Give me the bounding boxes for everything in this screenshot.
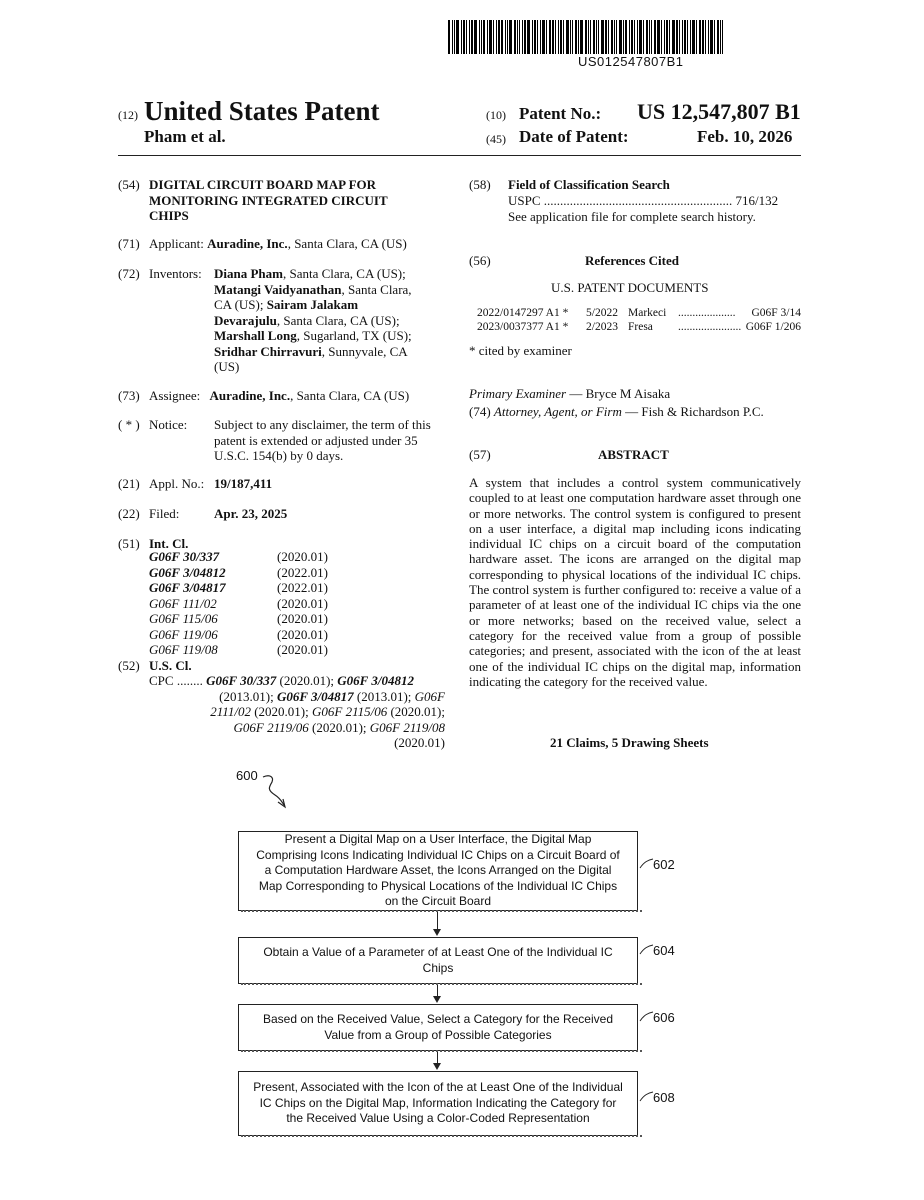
barcode-bar [687, 20, 688, 54]
inventor-name: Devarajulu [214, 312, 277, 328]
cpc-prefix: CPC ........ [149, 673, 203, 688]
code-58: (58) [469, 177, 491, 192]
cpc-code: G06F 2119/06 [233, 719, 309, 735]
title-line: CHIPS [149, 208, 189, 223]
barcode-bar [489, 20, 492, 54]
barcode-bar [629, 20, 630, 54]
reference-name: Markeci [628, 307, 667, 319]
barcode-bar [596, 20, 597, 54]
barcode-bar [676, 20, 678, 54]
inventor-name: Marshall Long [214, 328, 297, 343]
cpc-code: G06F 2115/06 [311, 704, 388, 719]
reference-number: 2023/0037377 A1 * [477, 321, 569, 333]
applicant [149, 236, 407, 252]
title-line: MONITORING INTEGRATED CIRCUIT [149, 192, 388, 208]
cpc-code: G06F [414, 688, 445, 704]
barcode-bar [496, 20, 497, 54]
barcode-bar [657, 20, 660, 54]
notice-line: U.S.C. 154(b) by 0 days. [214, 448, 344, 463]
barcode-bar [699, 20, 701, 54]
barcode-bar [679, 20, 680, 54]
int-cl-version: (2022.01) [277, 580, 328, 595]
code-57: (57) [469, 447, 491, 462]
barcode-bar [625, 20, 627, 54]
barcode-bar [661, 20, 662, 54]
notice-text [214, 417, 446, 464]
code-74: (74) [469, 404, 491, 419]
barcode-bar [684, 20, 686, 54]
reference-dots: .................... [678, 307, 736, 319]
flow-box-text: Obtain a Value of a Parameter of at Least One of the Individual IC Chips [263, 945, 613, 975]
cpc-version: (2020.01); [276, 673, 338, 688]
attorney [469, 404, 764, 420]
barcode-bar [558, 20, 559, 54]
barcode-bar [474, 20, 477, 54]
barcode-bar [534, 20, 536, 54]
barcode-bar [682, 20, 683, 54]
barcode-bar [702, 20, 704, 54]
barcode-bar [616, 20, 617, 54]
barcode-bar [705, 20, 706, 54]
barcode-bar [614, 20, 615, 54]
barcode-bar [601, 20, 604, 54]
assignee-location: , Santa Clara, CA (US) [290, 388, 410, 403]
us-cl-label: U.S. Cl. [149, 658, 192, 673]
applicant-location: , Santa Clara, CA (US) [287, 236, 407, 251]
claims-summary: 21 Claims, 5 Drawing Sheets [550, 735, 709, 750]
int-cl-row [149, 596, 328, 612]
notice-line: Subject to any disclaimer, the term of this [214, 417, 431, 432]
int-cl-row [149, 549, 328, 565]
barcode-bar [555, 20, 556, 54]
barcode-bar [448, 20, 450, 54]
cpc-block [149, 673, 445, 751]
cpc-code: G06F 30/337 [206, 673, 277, 688]
cpc-version: (2020.01) [394, 735, 445, 750]
barcode-bar [524, 20, 526, 54]
figure-ref-602: 602 [653, 857, 675, 872]
barcode-bar [585, 20, 587, 54]
barcode-bar [546, 20, 547, 54]
assignee-name: Auradine, Inc. [209, 388, 291, 403]
barcode-bar [540, 20, 541, 54]
code-22: (22) [118, 506, 140, 521]
barcode-bar [532, 20, 533, 54]
code-72: (72) [118, 266, 140, 281]
barcode-bar [710, 20, 713, 54]
barcode-bar [575, 20, 577, 54]
cpc-version: (2013.01); [353, 688, 415, 704]
barcode-bar [542, 20, 545, 54]
barcode-bar [654, 20, 656, 54]
barcode-bar [580, 20, 583, 54]
inventor-location: (US) [214, 359, 240, 374]
applicant-name: Auradine, Inc. [207, 236, 288, 251]
inventor-name: Sairam Jalakam [266, 297, 359, 312]
barcode-bar [572, 20, 573, 54]
patent-number: US 12,547,807 B1 [637, 99, 801, 124]
ref-leaders [636, 858, 656, 1118]
cpc-code: G06F 3/04812 [337, 673, 414, 688]
barcode-bar [593, 20, 595, 54]
cpc-version: (2020.01); [308, 719, 370, 735]
cpc-version: (2020.01); [250, 704, 312, 719]
barcode-bar [619, 20, 622, 54]
code-56: (56) [469, 253, 491, 268]
ref-600-leader [262, 772, 292, 812]
barcode-bar [666, 20, 668, 54]
inventor-name: Matangi Vaidyanathan [214, 281, 342, 297]
flow-box-604 [238, 937, 638, 984]
barcode-bar [714, 20, 715, 54]
barcode-bar [466, 20, 467, 54]
attorney-name: — Fish & Richardson P.C. [621, 404, 764, 419]
attorney-label: Attorney, Agent, or Firm [493, 404, 622, 419]
barcode-bar [563, 20, 564, 54]
barcode-bar [623, 20, 624, 54]
barcode-bar [522, 20, 523, 54]
int-cl-row [149, 565, 328, 581]
date-label: Date of Patent: [519, 127, 629, 146]
barcode-bar [483, 20, 485, 54]
barcode-bar [643, 20, 644, 54]
barcode-bar [588, 20, 589, 54]
barcode-bar [469, 20, 470, 54]
cpc-code: G06F 2119/08 [369, 719, 445, 735]
reference-row [477, 320, 801, 334]
flow-arrow [437, 1052, 438, 1068]
search-history-note: See application file for complete search history. [508, 209, 756, 224]
barcode-bar [537, 20, 538, 54]
inventor-name: Sridhar Chirravuri [214, 343, 322, 359]
barcode-bar [509, 20, 512, 54]
barcode-bar [461, 20, 462, 54]
figure-ref-608: 608 [653, 1090, 675, 1105]
code-71: (71) [118, 236, 140, 251]
code-notice: ( * ) [118, 417, 140, 432]
barcode-bar [722, 20, 723, 54]
reference-name: Fresa [628, 321, 653, 333]
barcode-bar [717, 20, 719, 54]
appl-no: 19/187,411 [214, 476, 273, 491]
applicant-label: Applicant: [149, 236, 204, 251]
int-cl-row [149, 642, 328, 658]
primary-examiner-name: — Bryce M Aisaka [566, 386, 671, 401]
barcode-bar [578, 20, 579, 54]
int-cl-code: G06F 115/06 [149, 611, 218, 626]
barcode-bar [570, 20, 571, 54]
inventor-location: , Santa Clara, [341, 281, 412, 297]
barcode-bar [639, 20, 642, 54]
inventor-location: , Sunnyvale, CA [321, 343, 408, 359]
code-10: (10) [486, 108, 506, 122]
barcode-bar [651, 20, 652, 54]
flow-arrow [437, 985, 438, 1001]
inventor-location: , Santa Clara, CA (US); [276, 312, 400, 328]
reference-row [477, 306, 801, 320]
flow-box-text: Present a Digital Map on a User Interface, the Digital Map Comprising Icons Indicating Individual IC Chips on a Circuit Board of a Computation Hardware Asset, the Icons Arranged on the Digital Map Corresponding to Physical Locations of the Individual IC Chips on the Circuit Board [256, 832, 620, 909]
code-54: (54) [118, 177, 140, 192]
figure-ref-606: 606 [653, 1010, 675, 1025]
cpc-code: G06F 3/04817 [276, 688, 354, 704]
primary-examiner [469, 386, 670, 402]
inventors-list [214, 266, 446, 375]
int-cl-table [149, 549, 328, 658]
reference-dots: ...................... [678, 321, 742, 333]
title-line: DIGITAL CIRCUIT BOARD MAP FOR [149, 177, 377, 192]
flow-box-602 [238, 831, 638, 911]
barcode-bar [672, 20, 675, 54]
header-rule [118, 155, 801, 156]
barcode-bar [608, 20, 609, 54]
barcode-number: US012547807B1 [578, 54, 684, 69]
int-cl-row [149, 627, 328, 643]
inventors-label: Inventors: [149, 266, 202, 281]
invention-title [149, 177, 388, 224]
int-cl-version: (2020.01) [277, 642, 328, 657]
filed-label: Filed: [149, 506, 180, 521]
inventor-name: Diana Pham [214, 266, 283, 281]
barcode [448, 20, 800, 54]
barcode-bar [493, 20, 494, 54]
barcode-bar [463, 20, 465, 54]
barcode-bar [527, 20, 530, 54]
barcode-bar [517, 20, 518, 54]
code-51: (51) [118, 536, 140, 551]
barcode-bar [646, 20, 648, 54]
barcode-bar [560, 20, 562, 54]
int-cl-code: G06F 119/06 [149, 626, 218, 642]
int-cl-label: Int. Cl. [149, 536, 189, 551]
us-docs-label: U.S. PATENT DOCUMENTS [551, 280, 709, 295]
reference-date: 5/2022 [586, 307, 618, 319]
int-cl-code: G06F 3/04817 [149, 580, 226, 595]
flow-box-608 [238, 1071, 638, 1136]
barcode-bar [498, 20, 500, 54]
cited-note: * cited by examiner [469, 343, 572, 358]
reference-number: 2022/0147297 A1 * [477, 307, 569, 319]
abstract-label: ABSTRACT [598, 447, 669, 462]
barcode-bar [454, 20, 455, 54]
barcode-bar [605, 20, 607, 54]
barcode-bar [720, 20, 721, 54]
field-search-label: Field of Classification Search [508, 177, 670, 192]
barcode-bar [692, 20, 695, 54]
barcode-bar [696, 20, 697, 54]
barcode-bar [501, 20, 503, 54]
flow-box-text: Based on the Received Value, Select a Category for the Received Value from a Group of Possible Categories [263, 1012, 613, 1042]
notice-line: patent is extended or adjusted under 35 [214, 432, 418, 448]
barcode-bar [479, 20, 480, 54]
int-cl-version: (2020.01) [277, 611, 328, 626]
figure-ref-600: 600 [236, 768, 258, 783]
barcode-bar [566, 20, 569, 54]
figure-ref-604: 604 [653, 943, 675, 958]
code-12: (12) [118, 108, 138, 122]
filed-date: Apr. 23, 2025 [214, 506, 288, 521]
flow-box-606 [238, 1004, 638, 1051]
barcode-bar [456, 20, 459, 54]
code-21: (21) [118, 476, 140, 491]
barcode-bar [649, 20, 650, 54]
barcode-bar [690, 20, 691, 54]
barcode-bar [471, 20, 473, 54]
barcode-bar [514, 20, 516, 54]
document-title: United States Patent [144, 96, 380, 126]
int-cl-version: (2022.01) [277, 564, 328, 580]
abstract-text: A system that includes a control system communicatively coupled to at least one computation hardware asset through one or more networks. The control system is configured to present on a user interface, a digital map including icons indicating individual IC chips on a circuit board of the computation hardware asset. The icons are arranged on the digital map corresponding to physical locations of the individual IC chips. The control system is further configured to: receive a value of a parameter of at least one of the individual IC chips via the one or more networks; based on the received value, select a category for the received value from a group of possible categories; and present, associated with the icon of the at least one of the individual IC chips on the digital map, information indicating the category for the received value. [469, 475, 801, 689]
barcode-bar [519, 20, 520, 54]
barcode-bar [507, 20, 508, 54]
code-73: (73) [118, 388, 140, 403]
barcode-bar [611, 20, 613, 54]
inventor-location: , Santa Clara, CA (US); [282, 266, 406, 281]
barcode-bar [452, 20, 453, 54]
uspc-line: USPC .......................................................... 716/132 [508, 193, 779, 208]
cpc-version: (2013.01); [219, 688, 277, 704]
primary-examiner-label: Primary Examiner [469, 386, 567, 401]
patent-date: Feb. 10, 2026 [697, 127, 793, 146]
cpc-code: 2111/02 [210, 704, 251, 719]
code-52: (52) [118, 658, 140, 673]
int-cl-row [149, 611, 328, 627]
assignee [149, 388, 409, 404]
cpc-version: (2020.01); [387, 704, 445, 719]
int-cl-code: G06F 119/08 [149, 642, 218, 657]
barcode-bar [631, 20, 633, 54]
barcode-bar [637, 20, 638, 54]
references-list [477, 306, 801, 334]
inventor-location: , Sugarland, TX (US); [296, 328, 412, 343]
barcode-bar [549, 20, 551, 54]
barcode-bar [487, 20, 488, 54]
barcode-bar [481, 20, 482, 54]
int-cl-code: G06F 3/04812 [149, 564, 226, 580]
int-cl-version: (2020.01) [277, 595, 328, 611]
barcode-bar [552, 20, 554, 54]
flow-arrow [437, 912, 438, 934]
code-45: (45) [486, 132, 506, 146]
barcode-bar [598, 20, 599, 54]
notice-label: Notice: [149, 417, 188, 432]
int-cl-code: G06F 30/337 [149, 549, 220, 564]
int-cl-row [149, 580, 328, 596]
int-cl-code: G06F 111/02 [149, 595, 217, 611]
barcode-bar [590, 20, 591, 54]
appl-no-label: Appl. No.: [149, 476, 205, 491]
reference-class: G06F 3/14 [751, 307, 801, 319]
barcode-bar [664, 20, 665, 54]
barcode-bar [669, 20, 670, 54]
reference-class: G06F 1/206 [745, 321, 801, 333]
reference-date: 2/2023 [586, 321, 618, 333]
inventor-location: CA (US); [214, 297, 267, 312]
barcode-bar [634, 20, 635, 54]
flow-box-text: Present, Associated with the Icon of the at Least One of the Individual IC Chips on the Digital Map, Information Indicating the Category for the Received Value Using a Color-Coded Representation [253, 1080, 623, 1126]
int-cl-version: (2020.01) [277, 626, 328, 642]
references-label: References Cited [585, 253, 679, 268]
inventors-short: Pham et al. [144, 127, 226, 146]
assignee-label: Assignee: [149, 388, 201, 403]
int-cl-version: (2020.01) [277, 549, 328, 564]
barcode-bar [505, 20, 506, 54]
barcode-bar [708, 20, 709, 54]
patent-no-label: Patent No.: [519, 104, 602, 123]
